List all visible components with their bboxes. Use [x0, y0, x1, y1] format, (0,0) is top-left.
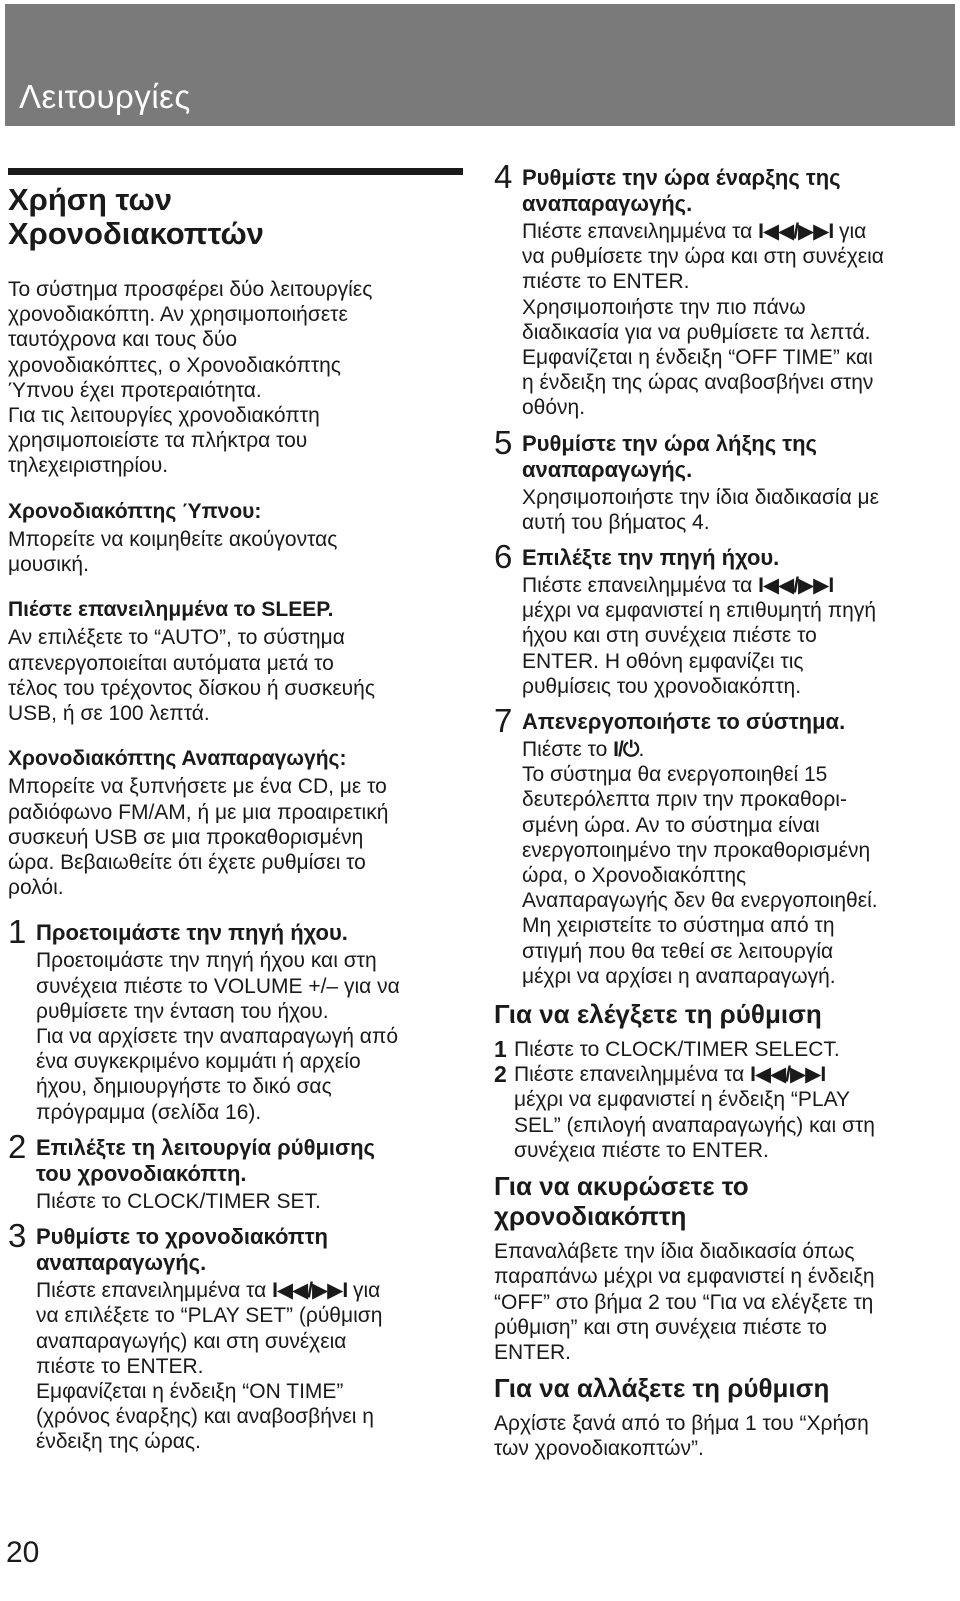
change-setting-section: [494, 1373, 956, 1461]
skip-buttons-icon: I◀◀/▶▶I: [758, 574, 834, 598]
step-number: 2: [494, 1061, 507, 1088]
text-line: μέχρι να εμφανιστεί η ένδειξη “PLAY: [514, 1088, 851, 1112]
step-number: 1: [8, 913, 27, 951]
text-line: ρυθμίσεις του χρονοδιακόπτη.: [522, 674, 802, 698]
text-line: [522, 573, 956, 598]
text-line: χρονοδιακόπτες, ο Χρονοδιακόπτης: [8, 353, 341, 377]
text-line: Ύπνου έχει προτεραιότητα.: [8, 378, 262, 402]
text-line: ρύθμιση” και στη συνέχεια πιέστε το: [494, 1315, 827, 1339]
text-fragment: για: [833, 220, 867, 243]
text-line: απενεργοποιείται αυτόματα μετά το: [8, 651, 334, 675]
check-setting-section: [494, 999, 956, 1163]
text-line: Το σύστημα θα ενεργοποιηθεί 15: [522, 763, 828, 787]
text-line: (χρόνος έναρξης) και αναβοσβήνει η: [36, 1405, 374, 1429]
text-line: ένδειξη της ώρας.: [36, 1430, 201, 1454]
text-line: ρυθμίσετε την ένταση του ήχου.: [36, 999, 329, 1023]
heading-line: χρονοδιακόπτη: [494, 1201, 687, 1232]
text-line: Πιέστε το CLOCK/TIMER SET.: [36, 1189, 321, 1213]
step-title-line: Επιλέξτε τη λειτουργία ρύθμισης: [36, 1134, 375, 1160]
text-line: να ρυθμίσετε την ώρα και στη συνέχεια: [522, 245, 884, 269]
text-line: συσκευή USB σε μια προκαθορισμένη: [8, 825, 364, 849]
step-title-line: αναπαραγωγής.: [36, 1250, 207, 1276]
step-5: [494, 423, 956, 535]
text-line: πιέστε το ENTER.: [36, 1354, 204, 1378]
sleep-timer-section: [8, 499, 463, 578]
step-title: Επιλέξτε την πηγή ήχου.: [522, 545, 780, 571]
page-title: [8, 183, 463, 251]
step-title-line: αναπαραγωγής.: [522, 191, 693, 216]
text-line: να επιλέξετε το “PLAY SET” (ρύθμιση: [36, 1304, 383, 1328]
text-fragment: Πιέστε επανειλημμένα τα: [522, 574, 759, 598]
step-3: [8, 1217, 463, 1454]
sleep-timer-heading: Χρονοδιακόπτης Ύπνου:: [8, 499, 262, 523]
page-title-line-1: Χρήση των: [8, 182, 172, 217]
text-line: η ένδειξη της ώρας αναβοσβήνει στην: [522, 371, 874, 395]
skip-buttons-icon: I◀◀/▶▶I: [272, 1279, 348, 1303]
text-line: Αναπαραγωγής δεν θα ενεργοποιηθεί.: [522, 889, 878, 913]
heading-line: Για να ακυρώσετε το: [494, 1171, 749, 1202]
check-setting-heading: Για να ελέγξετε τη ρύθμιση: [494, 999, 822, 1030]
text-fragment: Πιέστε το: [522, 738, 614, 762]
text-line: ώρα. Βεβαιωθείτε ότι έχετε ρυθμίσει το: [8, 851, 366, 875]
text-line: μέχρι να αρχίσει η αναπαραγωγή.: [522, 964, 836, 988]
heading-rule: [8, 168, 463, 175]
step-4: [494, 158, 956, 421]
text-line: USB, ή σε 100 λεπτά.: [8, 702, 210, 726]
text-line: ενεργοποιημένο την προκαθορισμένη: [522, 838, 871, 862]
page-title-line-2: Χρονοδιακοπτών: [8, 216, 264, 251]
step-title-line: Ρυθμίστε την ώρα λήξης της: [522, 430, 817, 456]
step-title: [522, 431, 956, 483]
step-number: 4: [494, 158, 513, 195]
text-line: [522, 737, 956, 762]
change-setting-heading: Για να αλλάξετε τη ρύθμιση: [494, 1373, 830, 1404]
text-line: αυτή του βήματος 4.: [522, 510, 710, 534]
skip-buttons-icon: I◀◀/▶▶I: [750, 1063, 826, 1087]
cancel-timer-section: [494, 1171, 956, 1365]
text-line: Χρησιμοποιήστε την ίδια διαδικασία με: [522, 485, 880, 509]
text-line: πιέστε το ENTER.: [522, 270, 690, 294]
step-title: [522, 165, 956, 217]
text-line: παραπάνω μέχρι να εμφανιστεί η ένδειξη: [494, 1265, 875, 1289]
text-line: των χρονοδιακοπτών”.: [494, 1437, 704, 1461]
text-line: Μπορείτε να ξυπνήσετε με ένα CD, με το: [8, 775, 387, 799]
step-title-line: του χρονοδιακόπτη.: [36, 1160, 247, 1186]
text-fragment: για: [347, 1279, 381, 1303]
step-6: [494, 538, 956, 699]
text-line: ταυτόχρονα και τους δύο: [8, 328, 238, 352]
text-line: πρόγραμμα (σελίδα 16).: [36, 1100, 262, 1124]
step-title-line: Ρυθμίστε την ώρα έναρξης της: [522, 165, 841, 190]
text-line: Αν επιλέξετε το “AUTO”, το σύστημα: [8, 626, 345, 650]
step-number: 2: [8, 1127, 27, 1165]
text-line: [522, 219, 956, 244]
right-column: [494, 158, 956, 1462]
step-2: [8, 1127, 463, 1214]
step-title: [36, 1224, 463, 1276]
check-step-1: [494, 1037, 956, 1062]
text-line: Μπορείτε να κοιμηθείτε ακούγοντας: [8, 527, 338, 551]
text-line: [36, 1278, 463, 1303]
step-title: Προετοιμάστε την πηγή ήχου.: [36, 920, 348, 946]
text-line: ENTER. Η οθόνη εμφανίζει τις: [522, 649, 804, 673]
text-line: τέλος του τρέχοντος δίσκου ή συσκευής: [8, 676, 375, 700]
step-number: 1: [494, 1036, 507, 1063]
step-title-line: αναπαραγωγής.: [522, 456, 693, 482]
step-7: [494, 702, 956, 989]
text-line: μουσική.: [8, 553, 89, 577]
step-number: 3: [8, 1217, 27, 1255]
cancel-timer-heading: [494, 1171, 956, 1231]
text-line: χρησιμοποιείστε τα πλήκτρα του: [8, 429, 308, 453]
text-line: οθόνη.: [522, 396, 586, 420]
text-fragment: Πιέστε επανειλημμένα τα: [522, 220, 759, 243]
text-line: Για τις λειτουργίες χρονοδιακόπτη: [8, 404, 320, 428]
text-fragment: .: [638, 738, 645, 762]
page-number: 20: [6, 1536, 40, 1569]
text-line: συνέχεια πιέστε το ENTER.: [514, 1138, 769, 1162]
check-step-2: [494, 1062, 956, 1163]
text-line: “OFF” στο βήμα 2 του “Για να ελέγξετε τη: [494, 1290, 874, 1314]
text-line: SEL” (επιλογή αναπαραγωγής) και στη: [514, 1113, 875, 1137]
play-timer-heading: Χρονοδιακόπτης Αναπαραγωγής:: [8, 747, 347, 771]
skip-buttons-icon: I◀◀/▶▶I: [758, 220, 834, 243]
text-line: σμένη ώρα. Αν το σύστημα είναι: [522, 813, 820, 837]
text-line: ήχου, δημιουργήστε το δικό σας: [36, 1075, 332, 1099]
text-line: αναπαραγωγής) και στη συνέχεια: [36, 1329, 347, 1353]
power-icon: I/⏻: [613, 738, 639, 762]
step-1: [8, 913, 463, 1124]
text-line: Εμφανίζεται η ένδειξη “OFF TIME” και: [522, 346, 873, 370]
text-line: ώρα, ο Χρονοδιακόπτης: [522, 864, 747, 888]
text-line: τηλεχειριστηρίου.: [8, 454, 169, 478]
intro-paragraph: [8, 277, 463, 479]
text-line: Προετοιμάστε την πηγή ήχου και στη: [36, 949, 377, 973]
text-line: Χρησιμοποιήστε την πιο πάνω: [522, 295, 806, 319]
text-line: Για να αρχίσετε την αναπαραγωγή από: [36, 1025, 399, 1049]
step-number: 7: [494, 702, 513, 740]
text-fragment: Πιέστε επανειλημμένα τα: [36, 1279, 273, 1303]
text-line: ήχου και στη συνέχεια πιέστε το: [522, 624, 817, 648]
text-line: διαδικασία για να ρυθμίσετε τα λεπτά.: [522, 320, 871, 344]
step-title: [36, 1135, 463, 1187]
left-column: [8, 168, 463, 1465]
step-number: 5: [494, 423, 513, 461]
step-number: 6: [494, 538, 513, 576]
text-line: Εμφανίζεται η ένδειξη “ON TIME”: [36, 1379, 344, 1403]
sleep-press-section: [8, 597, 463, 726]
text-line: μέχρι να εμφανιστεί η επιθυμητή πηγή: [522, 599, 877, 623]
text-fragment: Πιέστε επανειλημμένα τα: [514, 1063, 751, 1087]
text-line: στιγμή που θα τεθεί σε λειτουργία: [522, 939, 834, 963]
text-line: Το σύστημα προσφέρει δύο λειτουργίες: [8, 278, 373, 301]
text-line: ρολόι.: [8, 876, 64, 900]
text-line: Πιέστε το CLOCK/TIMER SELECT.: [514, 1038, 840, 1062]
text-line: δευτερόλεπτα πριν την προκαθορι-: [522, 788, 847, 812]
text-line: ένα συγκεκριμένο κομμάτι ή αρχείο: [36, 1050, 361, 1074]
step-title: Απενεργοποιήστε το σύστημα.: [522, 709, 846, 735]
section-header-band: [5, 4, 955, 126]
text-line: Μη χειριστείτε το σύστημα από τη: [522, 914, 835, 938]
text-line: Αρχίστε ξανά από το βήμα 1 του “Χρήση: [494, 1412, 869, 1436]
play-timer-section: [8, 746, 463, 900]
text-line: Επαναλάβετε την ίδια διαδικασία όπως: [494, 1240, 855, 1264]
text-line: ραδιόφωνο FM/AM, ή με μια προαιρετική: [8, 800, 389, 824]
text-line: [514, 1062, 956, 1087]
step-title-line: Ρυθμίστε το χρονοδιακόπτη: [36, 1224, 328, 1250]
section-title: Λειτουργίες: [19, 78, 191, 115]
sleep-press-heading: Πιέστε επανειλημμένα το SLEEP.: [8, 598, 334, 622]
text-line: ENTER.: [494, 1340, 572, 1364]
text-line: συνέχεια πιέστε το VOLUME +/– για να: [36, 974, 400, 998]
text-line: χρονοδιακόπτη. Αν χρησιμοποιήσετε: [8, 303, 348, 327]
